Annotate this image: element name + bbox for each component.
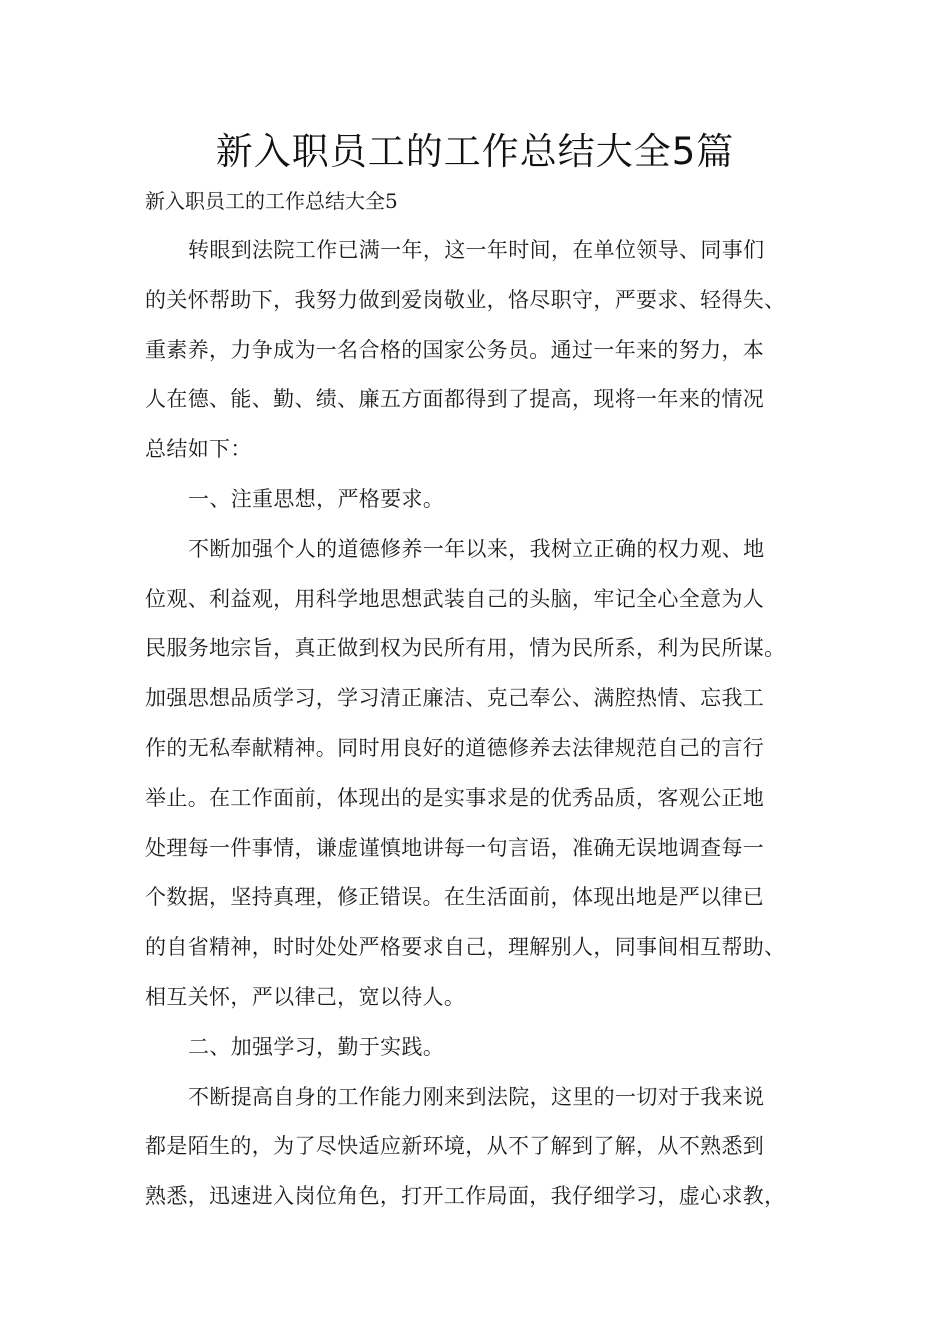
paragraph-line: 都是陌生的，为了尽快适应新环境，从不了解到了解，从不熟悉到 xyxy=(145,1134,765,1159)
paragraph-line: 的自省精神，时时处处严格要求自己，理解别人，同事间相互帮助、 xyxy=(145,935,786,960)
paragraph-line: 重素养，力争成为一名合格的国家公务员。通过一年来的努力，本 xyxy=(145,337,765,362)
paragraph-line: 不断提高自身的工作能力刚来到法院，这里的一切对于我来说 xyxy=(188,1084,765,1109)
paragraph-line: 举止。在工作面前，体现出的是实事求是的优秀品质，客观公正地 xyxy=(145,785,765,810)
paragraph-line: 相互关怀，严以律己，宽以待人。 xyxy=(145,984,466,1009)
paragraph-line: 熟悉，迅速进入岗位角色，打开工作局面，我仔细学习，虚心求教， xyxy=(145,1184,786,1209)
document-body xyxy=(145,233,825,1229)
paragraph-line: 作的无私奉献精神。同时用良好的道德修养去法律规范自己的言行 xyxy=(145,735,765,760)
section-heading: 二、加强学习，勤于实践。 xyxy=(188,1034,445,1059)
paragraph-line: 民服务地宗旨，真正做到权为民所有用，情为民所系，利为民所谋。 xyxy=(145,636,786,661)
paragraph-line: 加强思想品质学习，学习清正廉洁、克己奉公、满腔热情、忘我工 xyxy=(145,686,765,711)
paragraph-line: 总结如下： xyxy=(145,437,252,462)
paragraph-line: 位观、利益观，用科学地思想武装自己的头脑，牢记全心全意为人 xyxy=(145,586,765,611)
paragraph-line: 的关怀帮助下，我努力做到爱岗敬业，恪尽职守，严要求、轻得失、 xyxy=(145,287,786,312)
paragraph-line: 不断加强个人的道德修养一年以来，我树立正确的权力观、地 xyxy=(188,536,765,561)
paragraph-line: 个数据，坚持真理，修正错误。在生活面前，体现出地是严以律已 xyxy=(145,885,765,910)
section-heading: 一、注重思想，严格要求。 xyxy=(188,486,445,511)
document-subtitle: 新入职员工的工作总结大全5 xyxy=(145,189,398,213)
paragraph-line: 处理每一件事情，谦虚谨慎地讲每一句言语，准确无误地调查每一 xyxy=(145,835,765,860)
document-title: 新入职员工的工作总结大全5篇 xyxy=(215,130,735,173)
paragraph-line: 人在德、能、勤、绩、廉五方面都得到了提高，现将一年来的情况 xyxy=(145,387,765,412)
paragraph-line: 转眼到法院工作已满一年，这一年时间，在单位领导、同事们 xyxy=(188,238,765,262)
